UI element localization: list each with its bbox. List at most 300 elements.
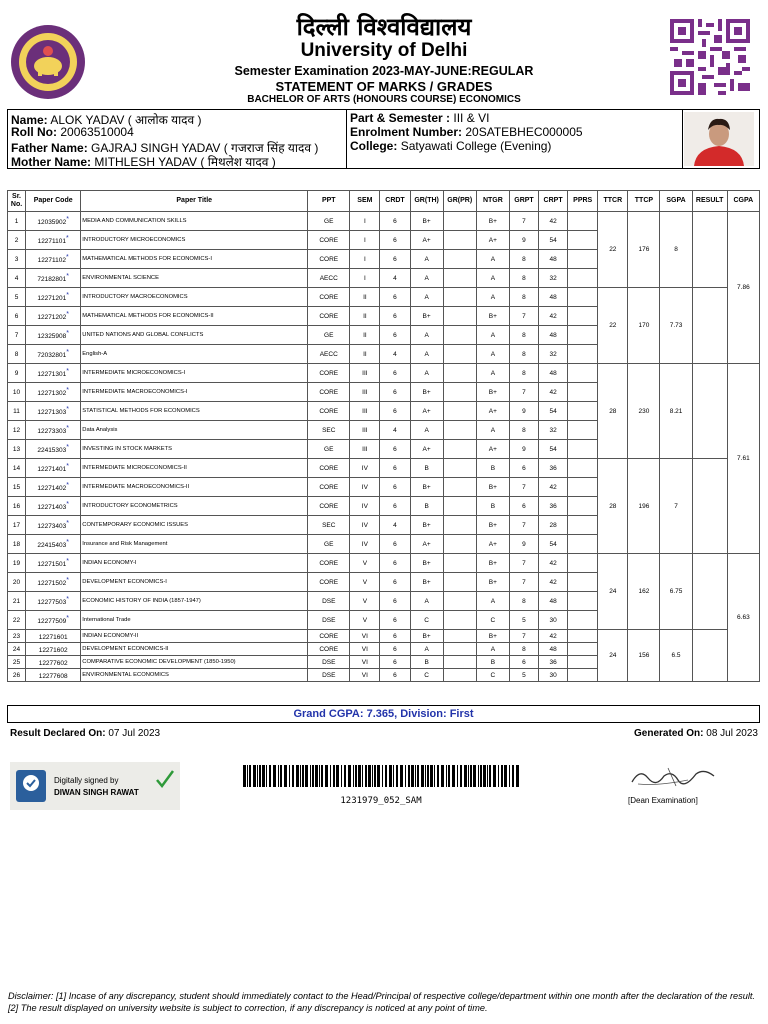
net-grade-cell: B+ — [476, 478, 509, 497]
pprs-cell — [568, 611, 598, 630]
net-grade-cell: A — [476, 269, 509, 288]
sem-cell: IV — [350, 535, 380, 554]
sem-cell: I — [350, 212, 380, 231]
digital-signed-line1: Digitally signed by — [54, 776, 119, 785]
barcode-bar — [415, 765, 416, 787]
paper-code: 12271501 — [37, 561, 67, 569]
sem-cell: VI — [350, 656, 380, 669]
paper-title-cell: English-A — [81, 345, 308, 364]
net-grade-cell: A — [476, 643, 509, 656]
student-photo — [684, 112, 754, 166]
credit-cell: 6 — [380, 643, 410, 656]
ppt-cell: GE — [308, 326, 350, 345]
grade-theory-cell: A+ — [410, 402, 443, 421]
net-grade-cell: B — [476, 459, 509, 478]
credit-point-cell: 42 — [539, 573, 568, 592]
grade-theory-cell: C — [410, 611, 443, 630]
sem-cell: VI — [350, 630, 380, 643]
sem-cell: IV — [350, 516, 380, 535]
paper-code-star: * — [66, 462, 69, 470]
sem-cell: V — [350, 611, 380, 630]
credit-point-cell: 36 — [539, 459, 568, 478]
credit-cell: 6 — [380, 669, 410, 682]
barcode-bar — [509, 765, 510, 787]
grade-practical-cell — [443, 643, 476, 656]
college-name: Satyawati College (Evening) — [400, 139, 552, 153]
sgpa-cell: 8 — [660, 212, 692, 288]
statement-title: STATEMENT OF MARKS / GRADES — [275, 79, 493, 94]
sr-no-cell: 8 — [8, 345, 26, 364]
paper-code-cell — [26, 516, 81, 535]
paper-code-cell — [26, 643, 81, 656]
pprs-cell — [568, 592, 598, 611]
barcode-bar — [273, 765, 276, 787]
grade-practical-cell — [443, 497, 476, 516]
grade-practical-cell — [443, 554, 476, 573]
paper-code-cell — [26, 383, 81, 402]
barcode-bar — [315, 765, 318, 787]
sr-no-cell: 18 — [8, 535, 26, 554]
sr-no-cell: 13 — [8, 440, 26, 459]
net-grade-cell: A — [476, 421, 509, 440]
declared-date: 07 Jul 2023 — [108, 728, 161, 739]
credit-point-cell: 48 — [539, 364, 568, 383]
table-row — [8, 459, 760, 478]
grade-practical-cell — [443, 459, 476, 478]
sr-no-cell: 20 — [8, 573, 26, 592]
sem-cell: V — [350, 573, 380, 592]
barcode-bar — [365, 765, 367, 787]
net-grade-cell: B — [476, 656, 509, 669]
marks-table — [7, 190, 760, 682]
paper-title-cell: INDIAN ECONOMY-I — [81, 554, 308, 573]
pprs-cell — [568, 250, 598, 269]
credit-point-cell: 48 — [539, 643, 568, 656]
column-header: Paper Code — [26, 191, 81, 212]
sr-no-cell: 26 — [8, 669, 26, 682]
paper-code-cell — [26, 212, 81, 231]
course-title: BACHELOR OF ARTS (HONOURS COURSE) ECONOMICS — [247, 94, 521, 105]
barcode-bar — [247, 765, 248, 787]
grade-point-cell: 8 — [509, 269, 538, 288]
credit-cell: 6 — [380, 212, 410, 231]
part-label: Part & Semester : — [350, 111, 451, 125]
sem-cell: II — [350, 326, 380, 345]
sgpa-cell: 7.73 — [660, 288, 692, 364]
net-grade-cell: B — [476, 497, 509, 516]
grade-point-cell: 7 — [509, 307, 538, 326]
credit-cell: 6 — [380, 554, 410, 573]
grade-theory-cell: B — [410, 656, 443, 669]
barcode-bar — [358, 765, 361, 787]
declared-label: Result Declared On: — [10, 728, 106, 739]
grade-theory-cell: A+ — [410, 231, 443, 250]
credit-cell: 6 — [380, 497, 410, 516]
grade-theory-cell: A — [410, 643, 443, 656]
credit-cell: 4 — [380, 516, 410, 535]
paper-code: 12271202 — [37, 314, 67, 322]
credit-point-cell: 42 — [539, 383, 568, 402]
roll-number: 20063510004 — [60, 125, 134, 139]
sem-cell: I — [350, 269, 380, 288]
barcode-bar — [430, 765, 433, 787]
grade-practical-cell — [443, 535, 476, 554]
credit-cell: 6 — [380, 364, 410, 383]
barcode-bar — [417, 765, 419, 787]
credit-point-cell: 48 — [539, 326, 568, 345]
barcode-bar — [330, 765, 331, 787]
name-label: Name: — [11, 113, 48, 127]
barcode-bar — [262, 765, 265, 787]
credit-point-cell: 48 — [539, 592, 568, 611]
ppt-cell: CORE — [308, 231, 350, 250]
paper-code-cell — [26, 288, 81, 307]
father-label: Father Name: — [11, 141, 88, 155]
barcode-bar — [385, 765, 387, 787]
ttcr-cell: 24 — [598, 554, 628, 630]
result-declared — [10, 728, 160, 739]
sr-no-cell: 19 — [8, 554, 26, 573]
paper-title-cell: MEDIA AND COMMUNICATION SKILLS — [81, 212, 308, 231]
barcode-bar — [396, 765, 398, 787]
mother-line — [11, 153, 276, 170]
ppt-cell: CORE — [308, 383, 350, 402]
pprs-cell — [568, 478, 598, 497]
ppt-cell: SEC — [308, 516, 350, 535]
paper-code-cell — [26, 421, 81, 440]
column-header: TTCR — [598, 191, 628, 212]
column-header: Paper Title — [81, 191, 308, 212]
grade-practical-cell — [443, 345, 476, 364]
column-header: GRPT — [509, 191, 538, 212]
paper-code-star: * — [66, 253, 69, 261]
net-grade-cell: A — [476, 592, 509, 611]
student-name: ALOK YADAV ( आलोक यादव ) — [50, 113, 202, 127]
paper-title-cell: Insurance and Risk Management — [81, 535, 308, 554]
paper-code-star: * — [66, 310, 69, 318]
grand-cgpa-banner: Grand CGPA: 7.365, Division: First — [7, 705, 760, 723]
grade-practical-cell — [443, 364, 476, 383]
pprs-cell — [568, 231, 598, 250]
grade-point-cell: 9 — [509, 402, 538, 421]
ttcp-cell: 230 — [628, 364, 660, 459]
grade-theory-cell: B+ — [410, 478, 443, 497]
green-checkmark-icon — [154, 768, 176, 790]
barcode-bar — [300, 765, 301, 787]
sr-no-cell: 16 — [8, 497, 26, 516]
grade-theory-cell: A — [410, 592, 443, 611]
ppt-cell: DSE — [308, 592, 350, 611]
paper-code-cell — [26, 345, 81, 364]
barcode — [243, 765, 519, 787]
barcode-bar — [421, 765, 424, 787]
barcode-bar — [425, 765, 426, 787]
paper-code-cell — [26, 269, 81, 288]
barcode-bar — [296, 765, 299, 787]
sr-no-cell: 17 — [8, 516, 26, 535]
barcode-bar — [377, 765, 380, 787]
grade-theory-cell: B — [410, 459, 443, 478]
paper-code: 12271201 — [37, 295, 67, 303]
paper-code-star: * — [66, 595, 69, 603]
sr-no-cell: 24 — [8, 643, 26, 656]
digital-signature-box — [10, 762, 180, 810]
barcode-bar — [368, 765, 371, 787]
barcode-bar — [457, 765, 458, 787]
part-semester: III & VI — [453, 111, 490, 125]
sem-cell: V — [350, 592, 380, 611]
grade-theory-cell: B+ — [410, 573, 443, 592]
net-grade-cell: C — [476, 611, 509, 630]
pprs-cell — [568, 669, 598, 682]
paper-code: 12277509 — [37, 618, 67, 626]
paper-code-star: * — [66, 234, 69, 242]
grade-practical-cell — [443, 212, 476, 231]
ppt-cell: CORE — [308, 573, 350, 592]
credit-point-cell: 36 — [539, 497, 568, 516]
paper-code-star: * — [66, 614, 69, 622]
paper-code: 22415403 — [37, 542, 67, 550]
paper-code-cell — [26, 592, 81, 611]
sr-no-cell: 12 — [8, 421, 26, 440]
grade-point-cell: 6 — [509, 497, 538, 516]
ppt-cell: CORE — [308, 288, 350, 307]
paper-code: 72182801 — [37, 276, 67, 284]
grade-practical-cell — [443, 478, 476, 497]
grade-point-cell: 9 — [509, 231, 538, 250]
sem-cell: I — [350, 250, 380, 269]
grade-theory-cell: A — [410, 250, 443, 269]
ttcr-cell: 28 — [598, 459, 628, 554]
credit-point-cell: 32 — [539, 421, 568, 440]
pprs-cell — [568, 535, 598, 554]
result-cell — [692, 288, 727, 364]
credit-point-cell: 42 — [539, 630, 568, 643]
ttcp-cell: 156 — [628, 630, 660, 682]
grade-theory-cell: A — [410, 364, 443, 383]
grade-practical-cell — [443, 307, 476, 326]
grade-point-cell: 9 — [509, 535, 538, 554]
ppt-cell: CORE — [308, 478, 350, 497]
barcode-bar — [305, 765, 308, 787]
ttcr-cell: 24 — [598, 630, 628, 682]
credit-cell: 4 — [380, 345, 410, 364]
paper-code-star: * — [66, 272, 69, 280]
table-row — [8, 630, 760, 643]
credit-point-cell: 48 — [539, 250, 568, 269]
barcode-bar — [382, 765, 383, 787]
result-cell — [692, 364, 727, 459]
ppt-cell: SEC — [308, 421, 350, 440]
grade-point-cell: 8 — [509, 421, 538, 440]
credit-cell: 6 — [380, 630, 410, 643]
barcode-bar — [319, 765, 320, 787]
result-cell — [692, 212, 727, 288]
net-grade-cell: A+ — [476, 440, 509, 459]
ttcp-cell: 196 — [628, 459, 660, 554]
grade-practical-cell — [443, 592, 476, 611]
father-name: GAJRAJ SINGH YADAV ( गजराज सिंह यादव ) — [91, 141, 319, 155]
barcode-bar — [400, 765, 403, 787]
barcode-bar — [434, 765, 435, 787]
credit-cell: 6 — [380, 250, 410, 269]
result-cell — [692, 459, 727, 554]
credit-point-cell: 28 — [539, 516, 568, 535]
roll-line — [11, 125, 134, 139]
paper-title-cell: UNITED NATIONS AND GLOBAL CONFLICTS — [81, 326, 308, 345]
credit-cell: 6 — [380, 307, 410, 326]
credit-cell: 4 — [380, 421, 410, 440]
net-grade-cell: B+ — [476, 212, 509, 231]
sr-no-cell: 7 — [8, 326, 26, 345]
cgpa-cell: 6.63 — [727, 554, 759, 682]
disclaimer: Disclaimer: [1] Incase of any discrepancy, student should immediately contact to the Head/Principal of respective college/department within one month after the declaration of the result. [2] The result displayed on university website is subject to correction, if any discrepancy is noticed at any point of time. — [8, 991, 755, 1013]
paper-code: 12271303 — [37, 409, 67, 417]
ttcr-cell: 22 — [598, 212, 628, 288]
paper-title-cell: Data Analysis — [81, 421, 308, 440]
ppt-cell: CORE — [308, 459, 350, 478]
sem-cell: II — [350, 345, 380, 364]
paper-code-cell — [26, 459, 81, 478]
barcode-bar — [452, 765, 455, 787]
column-header: PPRS — [568, 191, 598, 212]
paper-title-cell: INTRODUCTORY MICROECONOMICS — [81, 231, 308, 250]
paper-title-cell: International Trade — [81, 611, 308, 630]
column-header: Sr. No. — [8, 191, 26, 212]
paper-code: 12271102 — [37, 257, 67, 265]
grade-practical-cell — [443, 656, 476, 669]
barcode-bar — [408, 765, 410, 787]
paper-code-cell — [26, 440, 81, 459]
barcode-bar — [292, 765, 294, 787]
enrolment-line — [350, 125, 583, 139]
paper-code-cell — [26, 573, 81, 592]
grade-point-cell: 7 — [509, 383, 538, 402]
pprs-cell — [568, 307, 598, 326]
grade-theory-cell: B — [410, 497, 443, 516]
grade-theory-cell: C — [410, 669, 443, 682]
paper-code: 22415303 — [37, 447, 67, 455]
net-grade-cell: B+ — [476, 307, 509, 326]
ttcp-cell: 176 — [628, 212, 660, 288]
sr-no-cell: 6 — [8, 307, 26, 326]
ppt-cell: CORE — [308, 630, 350, 643]
sem-cell: V — [350, 554, 380, 573]
cgpa-cell: 7.61 — [727, 364, 759, 554]
credit-cell: 6 — [380, 288, 410, 307]
grade-practical-cell — [443, 516, 476, 535]
grade-theory-cell: B+ — [410, 212, 443, 231]
column-header: GR(TH) — [410, 191, 443, 212]
grade-theory-cell: B+ — [410, 383, 443, 402]
barcode-bar — [483, 765, 486, 787]
paper-code-cell — [26, 478, 81, 497]
grade-practical-cell — [443, 611, 476, 630]
sr-no-cell: 11 — [8, 402, 26, 421]
credit-point-cell: 32 — [539, 269, 568, 288]
ppt-cell: DSE — [308, 669, 350, 682]
ppt-cell: CORE — [308, 402, 350, 421]
column-header: NTGR — [476, 191, 509, 212]
paper-code-star: * — [66, 538, 69, 546]
ppt-cell: CORE — [308, 250, 350, 269]
sem-cell: III — [350, 421, 380, 440]
credit-cell: 6 — [380, 231, 410, 250]
result-cell — [692, 554, 727, 630]
sr-no-cell: 5 — [8, 288, 26, 307]
paper-title-cell: ENVIRONMENTAL ECONOMICS — [81, 669, 308, 682]
paper-code: 12277608 — [38, 673, 68, 681]
grade-practical-cell — [443, 573, 476, 592]
barcode-bar — [441, 765, 444, 787]
ppt-cell: GE — [308, 535, 350, 554]
credit-point-cell: 42 — [539, 554, 568, 573]
barcode-bar — [257, 765, 258, 787]
pprs-cell — [568, 573, 598, 592]
grade-point-cell: 5 — [509, 611, 538, 630]
net-grade-cell: A — [476, 288, 509, 307]
barcode-bar — [266, 765, 267, 787]
grade-practical-cell — [443, 402, 476, 421]
barcode-bar — [344, 765, 346, 787]
barcode-bar — [355, 765, 357, 787]
sr-no-cell: 21 — [8, 592, 26, 611]
pprs-cell — [568, 516, 598, 535]
paper-code-star: * — [66, 443, 69, 451]
credit-point-cell: 42 — [539, 212, 568, 231]
pprs-cell — [568, 630, 598, 643]
sr-no-cell: 4 — [8, 269, 26, 288]
net-grade-cell: B+ — [476, 630, 509, 643]
barcode-bar — [372, 765, 373, 787]
student-info-left — [8, 110, 347, 168]
grade-practical-cell — [443, 326, 476, 345]
sem-cell: IV — [350, 497, 380, 516]
grade-practical-cell — [443, 421, 476, 440]
enrolment-label: Enrolment Number: — [350, 125, 463, 139]
grade-point-cell: 9 — [509, 440, 538, 459]
net-grade-cell: B+ — [476, 516, 509, 535]
paper-code-cell — [26, 250, 81, 269]
paper-title-cell: INTRODUCTORY MACROECONOMICS — [81, 288, 308, 307]
grade-practical-cell — [443, 440, 476, 459]
paper-code: 12271602 — [38, 647, 68, 655]
net-grade-cell: A — [476, 364, 509, 383]
paper-code: 12271502 — [37, 580, 67, 588]
paper-code: 12277602 — [38, 660, 68, 668]
grade-point-cell: 8 — [509, 592, 538, 611]
credit-cell: 6 — [380, 459, 410, 478]
paper-code: 12273303 — [37, 428, 67, 436]
pprs-cell — [568, 421, 598, 440]
paper-code-cell — [26, 656, 81, 669]
paper-code: 12277503 — [37, 599, 67, 607]
barcode-bar — [341, 765, 342, 787]
sr-no-cell: 25 — [8, 656, 26, 669]
ppt-cell: CORE — [308, 307, 350, 326]
grade-point-cell: 8 — [509, 345, 538, 364]
grade-practical-cell — [443, 630, 476, 643]
sgpa-cell: 6.75 — [660, 554, 692, 630]
ppt-cell: DSE — [308, 656, 350, 669]
paper-code: 12271301 — [37, 371, 67, 379]
ppt-cell: CORE — [308, 643, 350, 656]
pprs-cell — [568, 643, 598, 656]
paper-code: 12271401 — [37, 466, 67, 474]
pprs-cell — [568, 497, 598, 516]
grade-practical-cell — [443, 269, 476, 288]
barcode-bar — [325, 765, 328, 787]
